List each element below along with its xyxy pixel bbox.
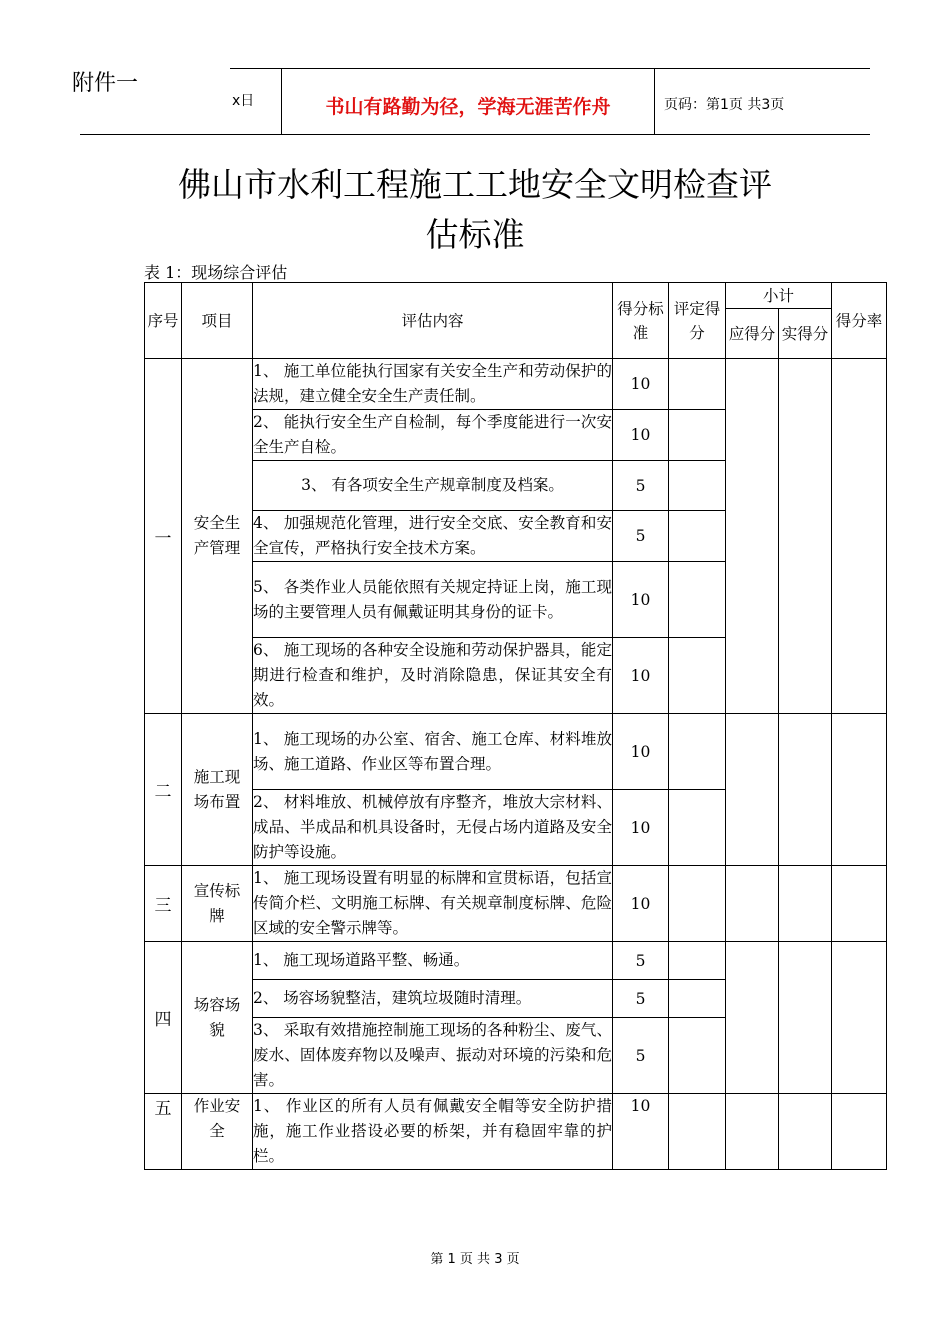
score-standard: 10 — [613, 359, 669, 410]
header-content: 评估内容 — [253, 283, 613, 359]
should-score-cell — [726, 714, 779, 866]
criterion-text: 1、 施工现场的办公室、宿舍、施工仓库、材料堆放场、施工道路、作业区等布置合理。 — [253, 714, 613, 790]
score-standard: 10 — [613, 714, 669, 790]
header-rated: 评定得分 — [669, 283, 726, 359]
section-item: 施工现场布置 — [182, 714, 253, 866]
criterion-text: 2、 场容场貌整洁，建筑垃圾随时清理。 — [253, 980, 613, 1018]
section-number: 二 — [145, 714, 182, 866]
rated-score-cell — [669, 1018, 726, 1094]
actual-score-cell — [779, 1094, 832, 1170]
header-seq: 序号 — [145, 283, 182, 359]
header-top-rule — [230, 68, 870, 69]
header-date: x日 — [232, 93, 255, 109]
rated-score-cell — [669, 790, 726, 866]
should-score-cell — [726, 1094, 779, 1170]
header-standard: 得分标准 — [613, 283, 669, 359]
score-standard: 10 — [613, 790, 669, 866]
rated-score-cell — [669, 942, 726, 980]
header-page-number: 页码：第1页 共3页 — [664, 97, 785, 113]
table-row — [145, 1094, 887, 1170]
criterion-text: 3、 采取有效措施控制施工现场的各种粉尘、废气、废水、固体废弃物以及噪声、振动对环境的污染和危害。 — [253, 1018, 613, 1094]
criterion-text: 1、 作业区的所有人员有佩戴安全帽等安全防护措施，施工作业搭设必要的桥架，并有稳固牢靠的护栏。 — [253, 1094, 613, 1170]
rated-score-cell — [669, 511, 726, 562]
actual-score-cell — [779, 866, 832, 942]
rated-score-cell — [669, 562, 726, 638]
section-number: 三 — [145, 866, 182, 942]
page-footer: 第 1 页 共 3 页 — [430, 1252, 520, 1267]
header-divider — [654, 68, 655, 134]
table-row — [145, 942, 887, 980]
score-rate-cell — [832, 942, 887, 1094]
score-rate-cell — [832, 1094, 887, 1170]
criterion-text: 2、 材料堆放、机械停放有序整齐，堆放大宗材料、成品、半成品和机具设备时，无侵占场内道路及安全防护等设施。 — [253, 790, 613, 866]
criterion-text: 1、 施工现场道路平整、畅通。 — [253, 942, 613, 980]
rated-score-cell — [669, 866, 726, 942]
header-rate: 得分率 — [832, 283, 887, 359]
criterion-text: 3、 有各项安全生产规章制度及档案。 — [253, 461, 613, 511]
evaluation-table — [144, 282, 887, 1170]
document-title — [100, 160, 850, 260]
should-score-cell — [726, 942, 779, 1094]
criterion-text: 1、 施工单位能执行国家有关安全生产和劳动保护的法规，建立健全安全生产责任制。 — [253, 359, 613, 410]
score-rate-cell — [832, 714, 887, 866]
rated-score-cell — [669, 359, 726, 410]
table-row — [145, 714, 887, 790]
score-rate-cell — [832, 866, 887, 942]
attachment-label: 附件一 — [72, 71, 139, 96]
section-item: 宣传标牌 — [182, 866, 253, 942]
header-should: 应得分 — [726, 309, 779, 359]
actual-score-cell — [779, 714, 832, 866]
should-score-cell — [726, 359, 779, 714]
table-row — [145, 359, 887, 410]
header-subtotal: 小计 — [726, 283, 832, 309]
score-standard: 5 — [613, 942, 669, 980]
section-item: 场容场貌 — [182, 942, 253, 1094]
header-bottom-rule — [80, 134, 870, 135]
criterion-text: 4、 加强规范化管理，进行安全交底、安全教育和安全宣传，严格执行安全技术方案。 — [253, 511, 613, 562]
rated-score-cell — [669, 1094, 726, 1170]
actual-score-cell — [779, 359, 832, 714]
score-standard: 10 — [613, 1094, 669, 1170]
score-standard: 5 — [613, 1018, 669, 1094]
section-item: 作业安全 — [182, 1094, 253, 1170]
score-standard: 10 — [613, 638, 669, 714]
header-item: 项目 — [182, 283, 253, 359]
score-rate-cell — [832, 359, 887, 714]
score-standard: 5 — [613, 511, 669, 562]
table-caption: 表 1：现场综合评估 — [144, 263, 288, 282]
section-number: 四 — [145, 942, 182, 1094]
title-line-1: 佛山市水利工程施工工地安全文明检查评 — [178, 165, 772, 204]
should-score-cell — [726, 866, 779, 942]
actual-score-cell — [779, 942, 832, 1094]
criterion-text: 2、 能执行安全生产自检制，每个季度能进行一次安全生产自检。 — [253, 410, 613, 461]
score-standard: 10 — [613, 866, 669, 942]
score-standard: 10 — [613, 410, 669, 461]
criterion-text: 5、 各类作业人员能依照有关规定持证上岗，施工现场的主要管理人员有佩戴证明其身份的证卡。 — [253, 562, 613, 638]
score-standard: 10 — [613, 562, 669, 638]
rated-score-cell — [669, 461, 726, 511]
table-row — [145, 866, 887, 942]
title-line-2: 估标准 — [425, 215, 525, 254]
criterion-text: 1、 施工现场设置有明显的标牌和宣贯标语，包括宣传简介栏、文明施工标牌、有关规章制度标牌、危险区域的安全警示牌等。 — [253, 866, 613, 942]
rated-score-cell — [669, 410, 726, 461]
header-motto: 书山有路勤为径，学海无涯苦作舟 — [325, 96, 611, 118]
section-item: 安全生产管理 — [182, 359, 253, 714]
score-standard: 5 — [613, 980, 669, 1018]
section-number: 一 — [145, 359, 182, 714]
criterion-text: 6、 施工现场的各种安全设施和劳动保护器具，能定期进行检查和维护，及时消除隐患，保证其安全有效。 — [253, 638, 613, 714]
rated-score-cell — [669, 714, 726, 790]
rated-score-cell — [669, 638, 726, 714]
section-number: 五 — [145, 1094, 182, 1170]
header-actual: 实得分 — [779, 309, 832, 359]
rated-score-cell — [669, 980, 726, 1018]
score-standard: 5 — [613, 461, 669, 511]
